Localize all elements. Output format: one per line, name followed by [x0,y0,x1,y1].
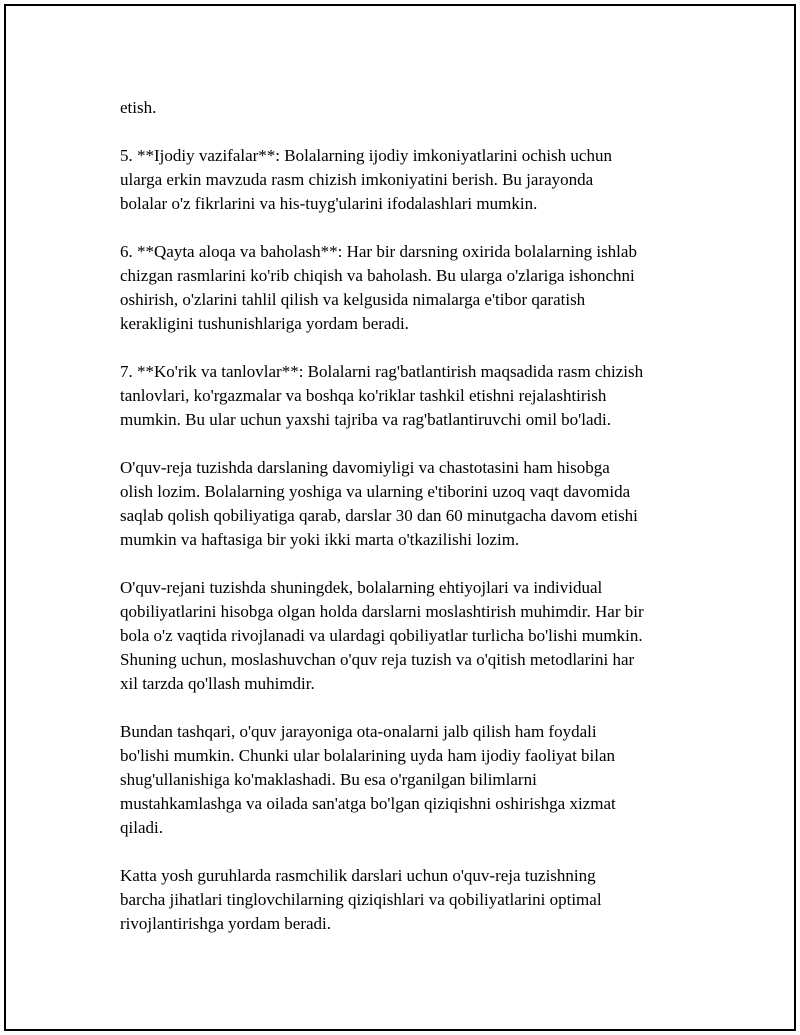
text-line: xil tarzda qo'llash muhimdir. [120,674,315,693]
text-line: qiladi. [120,818,163,837]
text-line: saqlab qolish qobiliyatiga qarab, darslar 30 dan 60 minutgacha davom etishi [120,506,638,525]
paragraph-continuation [120,96,700,120]
text-line: 5. **Ijodiy vazifalar**: Bolalarning ijodiy imkoniyatlarini ochish uchun [120,146,612,165]
text-line: mustahkamlashga va oilada san'atga bo'lgan qiziqishni oshirishga xizmat [120,794,616,813]
text-line: 6. **Qayta aloqa va baholash**: Har bir darsning oxirida bolalarning ishlab [120,242,637,261]
text-line: O'quv-reja tuzishda darslaning davomiyligi va chastotasini ham hisobga [120,458,610,477]
text-line: bolalar o'z fikrlarini va his-tuyg'ularini ifodalashlari mumkin. [120,194,538,213]
text-line: chizgan rasmlarini ko'rib chiqish va baholash. Bu ularga o'zlariga ishonchni [120,266,635,285]
text-line: olish lozim. Bolalarning yoshiga va ularning e'tiborini uzoq vaqt davomida [120,482,631,501]
text-line: oshirish, o'zlarini tahlil qilish va kelgusida nimalarga e'tibor qaratish [120,290,586,309]
paragraph-feedback-assessment [120,240,700,336]
text-line: etish. [120,98,157,117]
text-line: qobiliyatlarini hisobga olgan holda darslarni moslashtirish muhimdir. Har bir [120,602,644,621]
text-line: Katta yosh guruhlarda rasmchilik darslari uchun o'quv-reja tuzishning [120,866,596,885]
text-line: Bundan tashqari, o'quv jarayoniga ota-onalarni jalb qilish ham foydali [120,722,597,741]
text-line: tanlovlari, ko'rgazmalar va boshqa ko'riklar tashkil etishni rejalashtirish [120,386,607,405]
text-line: ularga erkin mavzuda rasm chizish imkoniyatini berish. Bu jarayonda [120,170,594,189]
text-line: O'quv-rejani tuzishda shuningdek, bolalarning ehtiyojlari va individual [120,578,603,597]
document-body [120,96,700,960]
paragraph-creative-tasks [120,144,700,216]
text-line: rivojlantirishga yordam beradi. [120,914,332,933]
paragraph-individual-needs [120,576,700,696]
text-line: shug'ullanishiga ko'maklashadi. Bu esa o'rganilgan bilimlarni [120,770,537,789]
paragraph-parent-involvement [120,720,700,840]
text-line: mumkin. Bu ular uchun yaxshi tajriba va rag'batlantiruvchi omil bo'ladi. [120,410,611,429]
text-line: kerakligini tushunishlariga yordam beradi. [120,314,409,333]
text-line: Shuning uchun, moslashuvchan o'quv reja tuzish va o'qitish metodlarini har [120,650,635,669]
text-line: mumkin va haftasiga bir yoki ikki marta o'tkazilishi lozim. [120,530,520,549]
document-page [4,4,796,1031]
paragraph-conclusion [120,864,700,936]
paragraph-lesson-duration [120,456,700,552]
text-line: bola o'z vaqtida rivojlanadi va ulardagi qobiliyatlar turlicha bo'lishi mumkin. [120,626,643,645]
text-line: 7. **Ko'rik va tanlovlar**: Bolalarni rag'batlantirish maqsadida rasm chizish [120,362,644,381]
paragraph-competitions [120,360,700,432]
text-line: barcha jihatlari tinglovchilarning qiziqishlari va qobiliyatlarini optimal [120,890,602,909]
text-line: bo'lishi mumkin. Chunki ular bolalarining uyda ham ijodiy faoliyat bilan [120,746,616,765]
